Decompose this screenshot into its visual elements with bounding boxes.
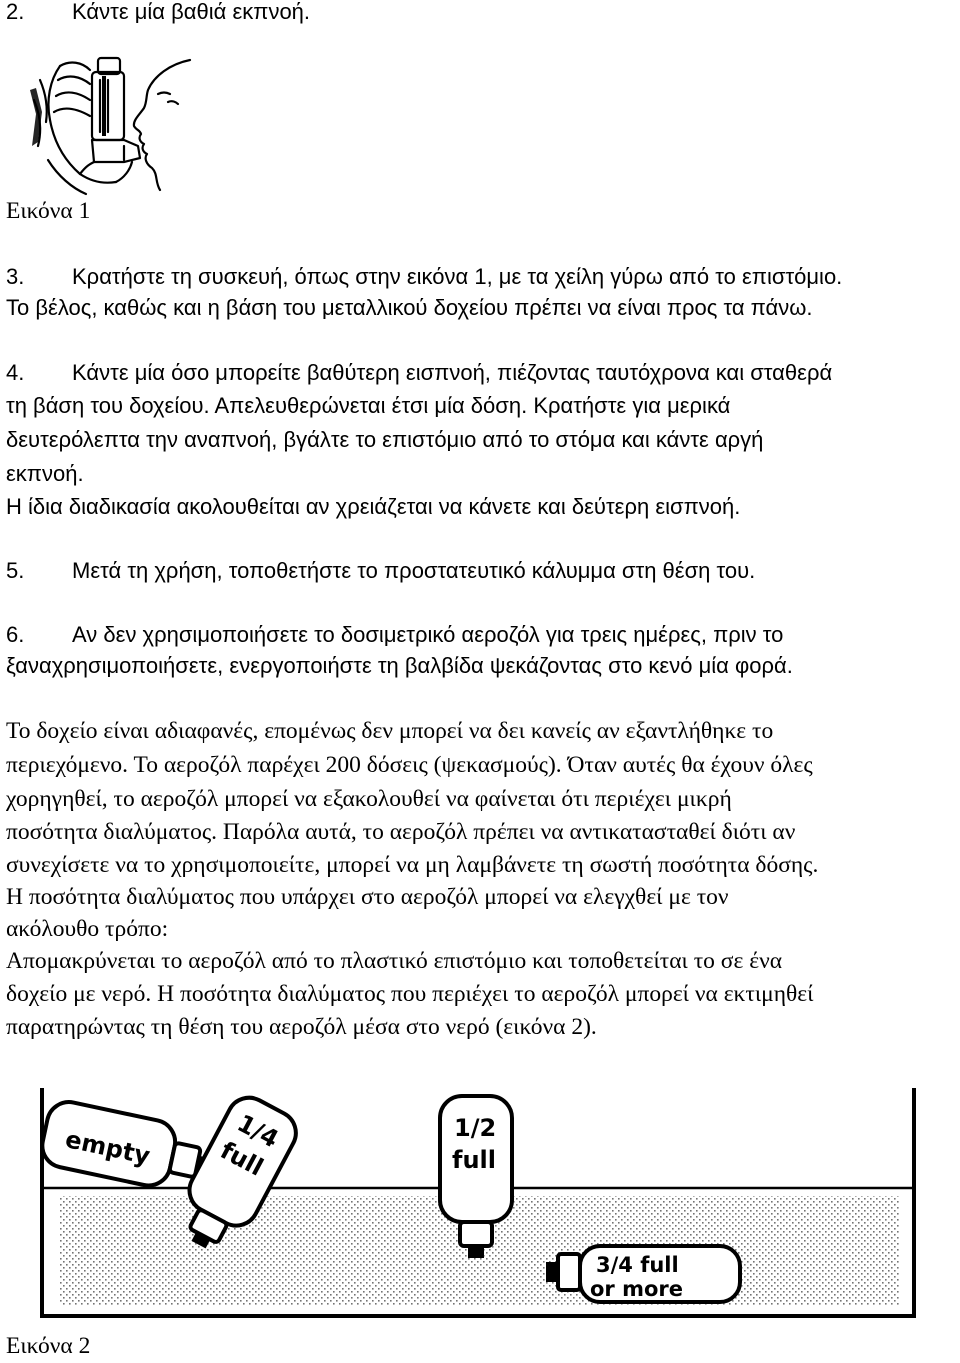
step-3-line-1: [6, 261, 842, 292]
label-quarter-2: full: [215, 1136, 268, 1182]
step-number: 6.: [6, 622, 25, 647]
figure-1-caption: Εικόνα 1: [6, 198, 91, 224]
step-4-line-3: δευτερόλεπτα την αναπνοή, βγάλτε το επιστόμιο από το στόμα και κάντε αργή: [6, 427, 764, 452]
step-number: 3.: [6, 264, 25, 289]
step-number: 4.: [6, 360, 25, 385]
step-text: Κάντε μία βαθιά εκπνοή.: [72, 0, 311, 24]
step-4-line-5: Η ίδια διαδικασία ακολουθείται αν χρειάζεται να κάνετε και δεύτερη εισπνοή.: [6, 494, 741, 519]
step-4-line-2: τη βάση του δοχείου. Απελευθερώνεται έτσι μία δόση. Κρατήστε για μερικά: [6, 393, 731, 418]
step-text: Αν δεν χρησιμοποιήσετε το δοσιμετρικό αεροζόλ για τρεις ημέρες, πριν το: [72, 622, 784, 647]
paragraph-line: χορηγηθεί, το αεροζόλ μπορεί να εξακολουθεί να φαίνεται ότι περιέχει μικρή: [6, 786, 732, 812]
paragraph-line: Η ποσότητα διαλύματος που υπάρχει στο αεροζόλ μπορεί να ελεγχθεί με τον: [6, 884, 729, 910]
paragraph-line: δοχείο με νερό. Η ποσότητα διαλύματος που περιέχει το αεροζόλ μπορεί να εκτιμηθεί: [6, 981, 814, 1007]
paragraph-line: ακόλουθο τρόπο:: [6, 916, 169, 942]
step-3-line-2: Το βέλος, καθώς και η βάση του μεταλλικού δοχείου πρέπει να είναι προς τα πάνω.: [6, 295, 813, 320]
inhaler-use-illustration: [20, 50, 200, 200]
paragraph-line: Το δοχείο είναι αδιαφανές, επομένως δεν μπορεί να δει κανείς αν εξαντλήθηκε το: [6, 718, 774, 744]
step-number: 5.: [6, 558, 25, 583]
figure-2-caption: Εικόνα 2: [6, 1333, 91, 1359]
label-quarter-1: 1/4: [232, 1108, 284, 1154]
step-4-line-4: εκπνοή.: [6, 461, 84, 486]
step-6-line-1: [6, 619, 783, 650]
label-half-2: full: [452, 1146, 496, 1174]
label-half-1: 1/2: [454, 1114, 497, 1142]
paragraph-line: Απομακρύνεται το αεροζόλ από το πλαστικό επιστόμιο και τοποθετείται το σε ένα: [6, 948, 783, 974]
label-empty: empty: [62, 1125, 153, 1171]
paragraph-line: ποσότητα διαλύματος. Παρόλα αυτά, το αεροζόλ πρέπει να αντικατασταθεί διότι αν: [6, 819, 796, 845]
label-threequarter-2: or more: [590, 1277, 684, 1301]
paragraph-line: παρατηρώντας τη θέση του αεροζόλ μέσα στο νερό (εικόνα 2).: [6, 1014, 597, 1040]
label-threequarter-1: 3/4 full: [596, 1253, 679, 1277]
step-number: 2.: [6, 0, 25, 24]
step-5: [6, 555, 755, 586]
step-4-line-1: [6, 357, 832, 388]
step-text: Κρατήστε τη συσκευή, όπως στην εικόνα 1, με τα χείλη γύρω από το επιστόμιο.: [72, 264, 843, 289]
paragraph-line: περιεχόμενο. Το αεροζόλ παρέχει 200 δόσεις (ψεκασμούς). Όταν αυτές θα έχουν όλες: [6, 752, 813, 778]
step-2: [6, 0, 310, 27]
step-text: Κάντε μία όσο μπορείτε βαθύτερη εισπνοή, πιέζοντας ταυτόχρονα και σταθερά: [72, 360, 833, 385]
step-text: Μετά τη χρήση, τοποθετήστε το προστατευτικό κάλυμμα στη θέση του.: [72, 558, 756, 583]
step-6-line-2: ξαναχρησιμοποιήσετε, ενεργοποιήστε τη βαλβίδα ψεκάζοντας στο κενό μία φορά.: [6, 653, 793, 678]
canister-water-test-illustration: [0, 1078, 960, 1328]
paragraph-line: συνεχίσετε να το χρησιμοποιείτε, μπορεί να μη λαμβάνετε τη σωστή ποσότητα δόσης.: [6, 852, 819, 878]
